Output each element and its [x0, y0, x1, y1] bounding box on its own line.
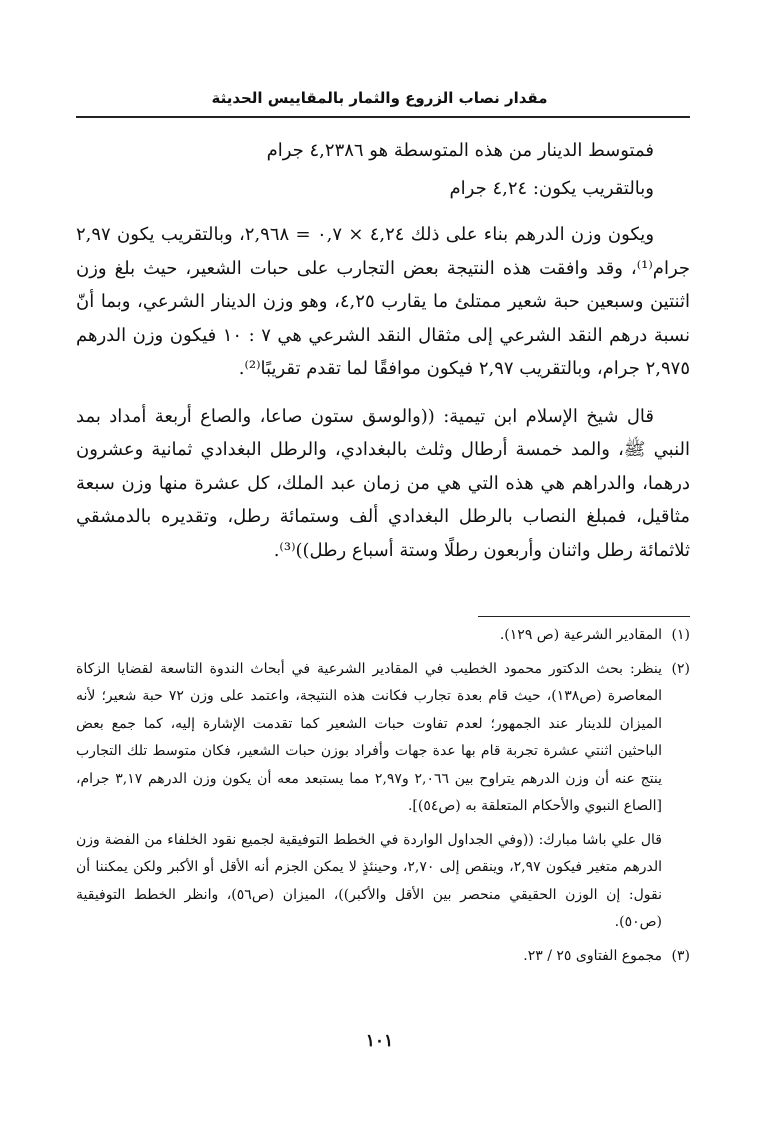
footnote-separator	[478, 616, 690, 617]
footnote-text: مجموع الفتاوى ٢٥ / ٢٣.	[523, 947, 662, 964]
body-line-dinar-average: فمتوسط الدينار من هذه المتوسطة هو ٤,٢٣٨٦ جرام	[266, 140, 654, 161]
footnote-2-continuation: قال علي باشا مبارك: ((وفي الجداول الواردة في الخطط التوفيقية لجميع نقود الخلفاء من الفضة وزن الدرهم متغير فيكون ٢,٩٧، وينقص إلى ٢,٧٠، وحينئذٍ لا يمكن الجزم أنه الأقل أو الأكبر ولكن يمكننا أن نقول: إن الوزن الحقيقي منحصر بين الأقل والأكبر))، الميزان (ص٥٦)، وانظر الخطط التوفيقية (ص٥٠).	[76, 831, 663, 930]
footnote-text: المقادير الشرعية (ص ١٢٩).	[499, 627, 662, 643]
body-paragraph-dirham-weight: ويكون وزن الدرهم بناء على ذلك ٤,٢٤ × ٠,٧ = ٢,٩٦٨، وبالتقريب يكون ٢,٩٧ جرام⁽¹⁾، وقد وافقت هذه النتيجة بعض التجارب على حبات الشعير، حيث بلغ وزن اثنتين وسبعين حبة شعير ممتلئ ما يقارب ٤,٢٥، وهو وزن الدينار الشرعي، وبما أنّ نسبة درهم النقد الشرعي إلى مثقال النقد الشرعي هي ٧ : ١٠ فيكون وزن الدرهم ٢,٩٧٥ جرام، وبالتقريب ٢,٩٧ فيكون موافقًا لما تقدم تقريبًا⁽²⁾.	[76, 224, 690, 379]
footnote-number: (٢)	[671, 660, 690, 677]
body-line-dinar-rounded: وبالتقريب يكون: ٤,٢٤ جرام	[449, 178, 654, 199]
header-rule	[76, 116, 690, 118]
body-paragraph-ibn-taymiyya-quote: قال شيخ الإسلام ابن تيمية: ((والوسق ستون صاعا، والصاع أربعة أمداد بمد النبي ﷺ، والمد خمسة أرطال وثلث بالبغدادي، والرطل البغدادي ثمانية وعشرون درهما، والدراهم هي هذه التي هي من زمان عبد الملك، كل عشرة منها وزن سبعة مثاقيل، فمبلغ النصاب بالرطل البغدادي ألف وستمائة رطل، وتقديره بالدمشقي ثلاثمائة رطل واثنان وأربعون رطلًا وستة أسباع رطل))⁽³⁾.	[76, 405, 691, 561]
footnote-1	[76, 622, 690, 650]
footnote-2	[76, 656, 690, 821]
footnote-number: (٣)	[671, 947, 690, 964]
main-text	[76, 132, 690, 567]
footnotes	[76, 622, 690, 976]
footnote-3	[76, 943, 690, 971]
running-header: مقدار نصاب الزروع والثمار بالمقاييس الحديثة	[211, 89, 548, 107]
footnote-text: ينظر: بحث الدكتور محمود الخطيب في المقادير الشرعية في أبحاث الندوة التاسعة لقضايا الزكاة المعاصرة (ص١٣٨)، حيث قام بعدة تجارب فكانت هذه النتيجة، واعتمد على وزن ٧٢ حبة شعير؛ لأنه الميزان للدينار عند الجمهور؛ لعدم تفاوت حبات الشعير كما تقدمت الإشارة إليه، كما جمع بعض الباحثين اثنتي عشرة تجربة قام بها عدة جهات وأفراد بوزن حبات الشعير، فكان متوسط تلك التجارب ينتج عنه أن وزن الدرهم يتراوح بين ٢,٠٦٦ و٢,٩٧ مما يستبعد معه أن يكون وزن الدرهم ٣,١٧ جرام، [الصاع النبوي والأحكام المتعلقة به (ص٥٤)].	[76, 660, 663, 814]
page-number: ١٠١	[365, 1031, 394, 1051]
footnote-number: (١)	[671, 627, 690, 643]
